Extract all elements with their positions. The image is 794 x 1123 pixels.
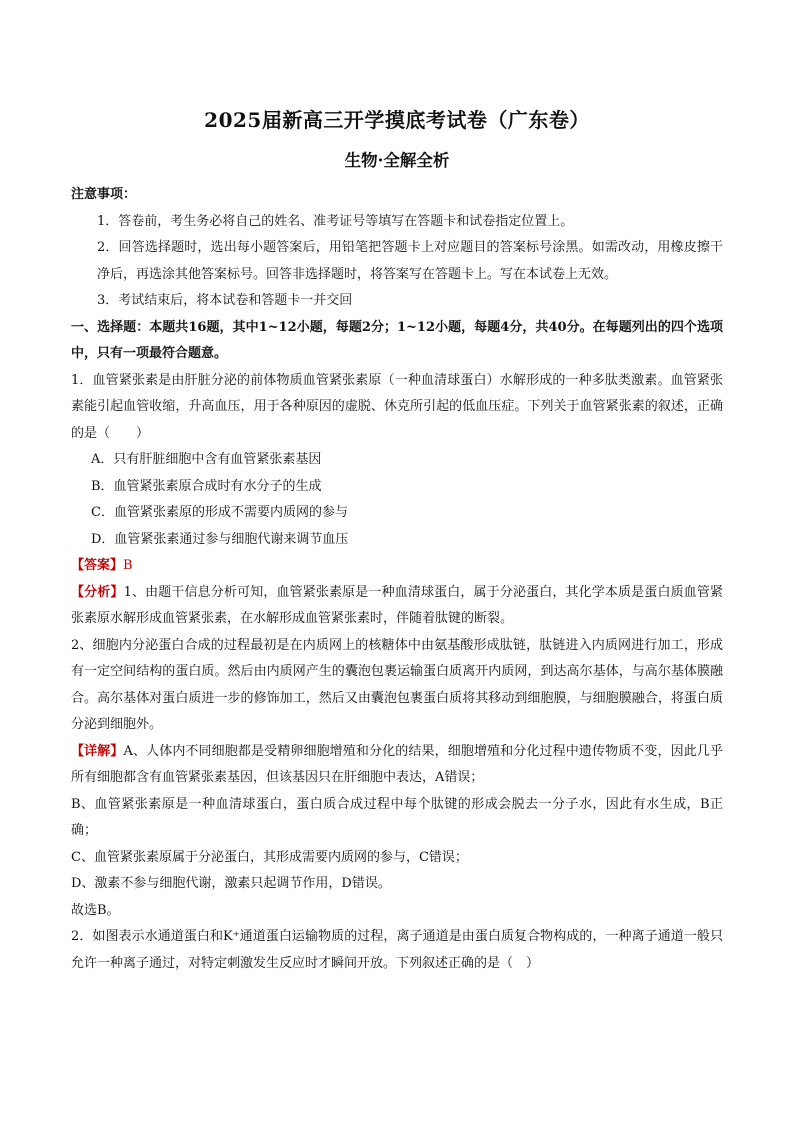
answer-line <box>71 553 723 580</box>
page-subtitle: 生物·全解全析 <box>344 151 450 170</box>
document-body <box>71 182 723 977</box>
notice-item-2: 2．回答选择题时，选出每小题答案后，用铅笔把答题卡上对应题目的答案标号涂黑。如需改动，用橡皮擦干净后，再选涂其他答案标号。回答非选择题时，将答案写在答题卡上。写在本试卷上无效。 <box>97 240 723 282</box>
answer-tag: 【答案】 <box>71 558 124 573</box>
notice-item-3: 3．考试结束后，将本试卷和答题卡一并交回 <box>97 293 353 308</box>
question-1-option-a: A．只有肝脏细胞中含有血管紧张素基因 <box>91 452 322 467</box>
page-title: 2025届新高三开学摸底考试卷（广东卷） <box>204 108 590 132</box>
section-heading: 一、选择题：本题共16题，其中1~12小题，每题2分；1~12小题，每题4分，共40分。在每题列出的四个选项中，只有一项最符合题意。 <box>71 319 723 361</box>
question-1-stem: 1．血管紧张素是由肝脏分泌的前体物质血管紧张素原（一种血清球蛋白）水解形成的一种多肽类激素。血管紧张素能引起血管收缩，升高血压，用于各种原因的虚脱、休克所引起的低血压症。下列关于血管紧张素的叙述，正确的是（ ） <box>71 372 723 441</box>
detail-paragraph-1 <box>71 739 723 792</box>
analysis-text-1: 1、由题干信息分析可知，血管紧张素原是一种血清球蛋白，属于分泌蛋白，其化学本质是蛋白质血管紧张素原水解形成血管紧张素，在水解形成血管紧张素时，伴随着肽键的断裂。 <box>71 584 723 626</box>
analysis-paragraph-2: 2、细胞内分泌蛋白合成的过程最初是在内质网上的核糖体中由氨基酸形成肽链，肽链进入内质网进行加工，形成有一定空间结构的蛋白质。然后由内质网产生的囊泡包裹运输蛋白质离开内质网，到达高尔基体，与高尔基体膜融合。高尔基体对蛋白质进一步的修饰加工，然后又由囊泡包裹蛋白质将其移动到细胞膜，与细胞膜融合，将蛋白质分泌到细胞外。 <box>71 637 723 732</box>
analysis-paragraph-1 <box>71 580 723 633</box>
analysis-tag: 【分析】 <box>71 584 124 600</box>
detail-paragraph-4: D、激素不参与细胞代谢，激素只起调节作用，D错误。 <box>71 876 391 891</box>
detail-paragraph-3: C、血管紧张素原属于分泌蛋白，其形成需要内质网的参与，C错误； <box>71 849 468 865</box>
notice-heading: 注意事项： <box>71 187 137 202</box>
question-1-option-c: C．血管紧张素原的形成不需要内质网的参与 <box>91 505 348 520</box>
detail-text-1: A、人体内不同细胞都是受精卵细胞增殖和分化的结果，细胞增殖和分化过程中遗传物质不变，因此几乎所有细胞都含有血管紧张素基因，但该基因只在肝细胞中表达，A错误； <box>71 743 723 785</box>
answer-value: B <box>123 558 133 573</box>
question-1-option-b: B．血管紧张素原合成时有水分子的生成 <box>91 478 322 494</box>
question-2-stem: 2．如图表示水通道蛋白和K⁺通道蛋白运输物质的过程，离子通道是由蛋白质复合物构成的，一种离子通道一般只允许一种离子通过，对特定刺激发生反应时才瞬间开放。下列叙述正确的是（ ） <box>71 929 723 971</box>
detail-tag: 【详解】 <box>71 743 124 759</box>
final-choice: 故选B。 <box>71 902 120 918</box>
notice-item-1: 1．答卷前，考生务必将自己的姓名、准考证号等填写在答题卡和试卷指定位置上。 <box>97 213 574 229</box>
detail-paragraph-2: B、血管紧张素原是一种血清球蛋白，蛋白质合成过程中每个肽键的形成会脱去一分子水，因此有水生成，B正确； <box>71 796 723 838</box>
question-1-option-d: D．血管紧张素通过参与细胞代谢来调节血压 <box>91 531 349 547</box>
